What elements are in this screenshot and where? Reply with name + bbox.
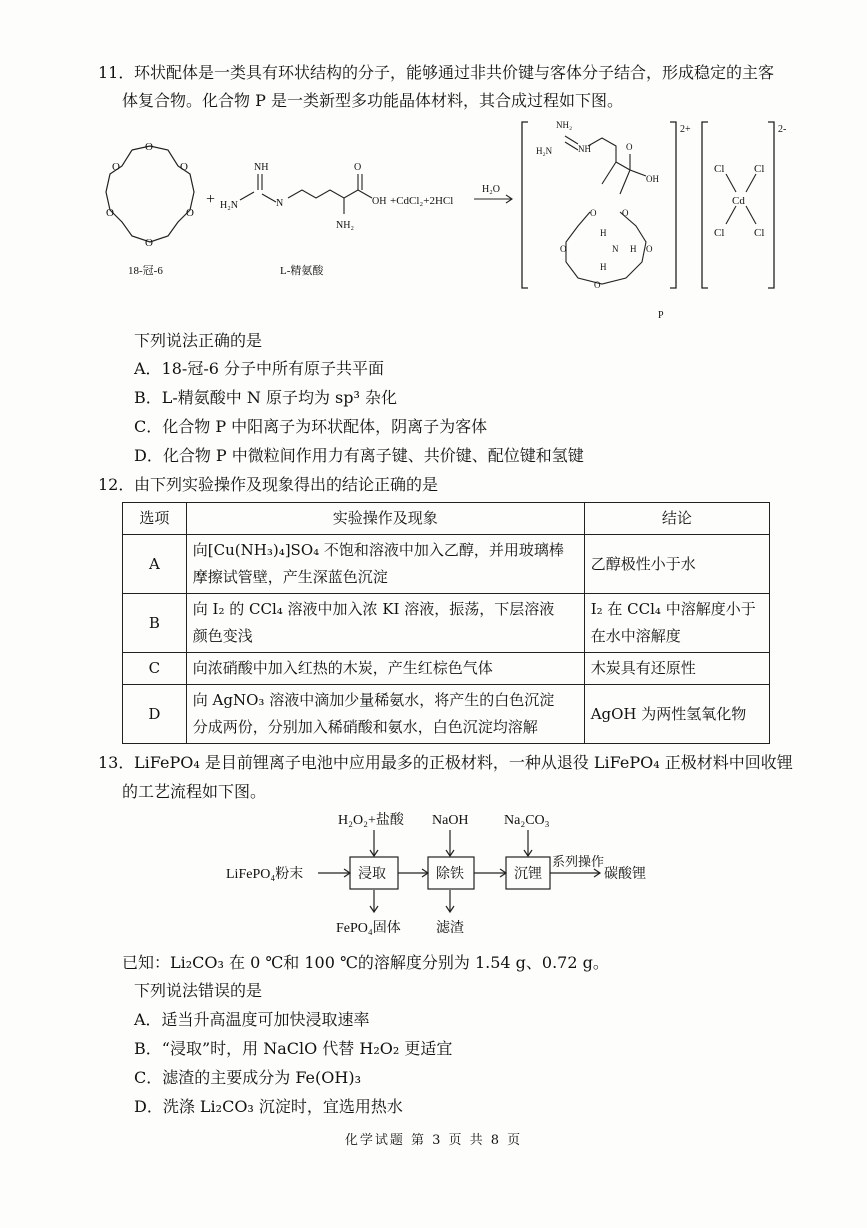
arg-n-h: N <box>276 198 284 209</box>
q12-number: 12． <box>98 475 135 494</box>
row-conclusion <box>584 653 769 685</box>
row-operation <box>186 685 584 744</box>
q11-option-c: C．化合物 P 中阳离子为环状配体，阴离子为客体 <box>134 417 488 436</box>
series-operation: 系列操作 <box>552 854 605 869</box>
operation-line-1: 向浓硝酸中加入红热的木炭，产生红棕色气体 <box>192 659 493 677</box>
crown-o-2: O <box>180 161 188 173</box>
cation-carbonyl-o: O <box>626 142 633 152</box>
anion-cd: Cd <box>732 195 745 207</box>
conclusion-line-1: AgOH 为两性氢氧化物 <box>590 704 747 723</box>
q13-known: 已知：Li₂CO₃ 在 0 ℃和 100 ℃的溶解度分别为 1.54 g、0.72 g。 <box>122 953 609 972</box>
anion-cl-1: Cl <box>714 163 725 175</box>
q11-option-b: B．L-精氨酸中 N 原子均为 sp³ 杂化 <box>134 388 398 407</box>
q13-option-b: B．“浸取”时，用 NaClO 代替 H₂O₂ 更适宜 <box>134 1039 453 1058</box>
arg-h2n: H₂N <box>220 200 238 211</box>
step-iron-removal: 除铁 <box>436 867 464 882</box>
operation-line-2: 分成两份，分别加入稀硝酸和氨水，白色沉淀均溶解 <box>192 718 538 736</box>
crown-o-1: O <box>145 141 153 153</box>
crown-o-6: O <box>112 161 120 173</box>
arginine-structure <box>240 174 372 214</box>
row-operation <box>186 653 584 685</box>
operation-line-1: 向 I₂ 的 CCl₄ 溶液中加入浓 KI 溶液，振荡，下层溶液 <box>192 600 555 618</box>
arginine-label: L-精氨酸 <box>280 265 324 277</box>
cation-n-center: N <box>612 244 619 254</box>
step-leaching: 浸取 <box>358 867 386 882</box>
flow-product: 碳酸锂 <box>604 867 646 882</box>
operation-line-1: 向[Cu(NH₃)₄]SO₄ 不饱和溶液中加入乙醇，并用玻璃棒 <box>192 541 564 559</box>
cation-o-1: O <box>590 208 597 218</box>
arg-nh: NH <box>254 162 269 173</box>
cation-o-5: O <box>594 280 601 290</box>
table-row <box>123 685 770 744</box>
reagent-3: Na₂CO₃ <box>504 813 550 828</box>
cation-nh: NH <box>578 144 591 154</box>
row-option: A <box>123 535 187 594</box>
q11-option-a: A．18-冠-6 分子中所有原子共平面 <box>134 359 384 378</box>
header-option: 选项 <box>123 503 187 535</box>
plus-sign: + <box>206 191 216 208</box>
table-header-row <box>123 503 770 535</box>
cation-h-2: H <box>630 244 637 254</box>
q12-experiment-table <box>122 502 770 744</box>
q13-number: 13． <box>98 753 135 772</box>
step-lithium-precipitation: 沉锂 <box>514 867 542 882</box>
row-conclusion <box>584 535 769 594</box>
q13-option-a: A．适当升高温度可加快浸取速率 <box>134 1010 370 1029</box>
cation-o-2: O <box>622 208 629 218</box>
condition-text: H₂O <box>482 184 500 195</box>
page-footer: 化学试题 第 3 页 共 8 页 <box>344 1133 523 1148</box>
anion-cl-3: Cl <box>714 227 725 239</box>
cation-o-4: O <box>646 244 653 254</box>
arg-oh: OH <box>372 196 387 207</box>
conclusion-line-2: 在水中溶解度 <box>590 627 681 645</box>
q11-stem-line2: 体复合物。化合物 P 是一类新型多功能晶体材料，其合成过程如下图。 <box>122 91 623 110</box>
output-fepo4: FePO₄固体 <box>336 921 401 936</box>
q13-prompt: 下列说法错误的是 <box>134 981 263 1000</box>
output-residue: 滤渣 <box>436 921 464 936</box>
conclusion-line-1: I₂ 在 CCl₄ 中溶解度小于 <box>590 600 756 618</box>
cation-o-3: O <box>560 244 567 254</box>
row-conclusion <box>584 594 769 653</box>
row-option: C <box>123 653 187 685</box>
reaction-arrow-icon <box>474 195 512 203</box>
anion-charge: 2- <box>778 124 787 135</box>
q13-stem-line2: 的工艺流程如下图。 <box>122 782 267 801</box>
cation-h-1: H <box>600 228 607 238</box>
q13-option-d: D．洗涤 Li₂CO₃ 沉淀时，宜选用热水 <box>134 1097 403 1116</box>
cation-h-3: H <box>600 262 607 272</box>
operation-line-2: 颜色变浅 <box>192 627 253 645</box>
conclusion-line-1: 木炭具有还原性 <box>590 659 696 677</box>
conclusion-line-1: 乙醇极性小于水 <box>590 554 696 573</box>
q13-stem-line1: LiFePO₄ 是目前锂离子电池中应用最多的正极材料，一种从退役 LiFePO₄ 正极材料中回收锂 <box>134 753 793 772</box>
row-operation <box>186 535 584 594</box>
table-row <box>123 535 770 594</box>
q11-number: 11． <box>98 63 135 82</box>
anion-cl-4: Cl <box>754 227 765 239</box>
table-row <box>123 594 770 653</box>
row-conclusion <box>584 685 769 744</box>
crown-o-4: O <box>145 237 153 249</box>
arg-nh2: NH₂ <box>336 220 354 231</box>
q11-option-d: D．化合物 P 中微粒间作用力有离子键、共价键、配位键和氢键 <box>134 446 584 465</box>
header-operation: 实验操作及现象 <box>186 503 584 535</box>
operation-line-1: 向 AgNO₃ 溶液中滴加少量稀氨水，将产生的白色沉淀 <box>192 691 555 709</box>
reagent-1: H₂O₂+盐酸 <box>338 813 404 828</box>
reagent-2: NaOH <box>432 813 469 828</box>
anion-cl-2: Cl <box>754 163 765 175</box>
q11-prompt: 下列说法正确的是 <box>134 331 263 350</box>
cation-oh: OH <box>646 174 659 184</box>
row-operation <box>186 594 584 653</box>
q11-stem-line1: 环状配体是一类具有环状结构的分子，能够通过非共价键与客体分子结合，形成稳定的主客 <box>134 63 775 82</box>
flow-start: LiFePO₄粉末 <box>226 867 304 882</box>
arg-carbonyl-o: O <box>354 162 362 173</box>
crown-o-3: O <box>186 207 194 219</box>
cation-h2n: H₂N <box>536 146 553 156</box>
q12-stem: 由下列实验操作及现象得出的结论正确的是 <box>134 475 439 494</box>
operation-line-2: 摩擦试管壁，产生深蓝色沉淀 <box>192 568 388 586</box>
product-label: P <box>658 310 664 321</box>
reagents-text: +CdCl₂+2HCl <box>390 195 454 207</box>
crown-o-5: O <box>106 207 114 219</box>
q13-process-flowchart <box>222 808 682 943</box>
row-option: D <box>123 685 187 744</box>
header-conclusion: 结论 <box>584 503 769 535</box>
cation-charge: 2+ <box>680 124 691 135</box>
cation-nh2-top: NH₂ <box>556 120 573 130</box>
q11-reaction-scheme <box>90 112 810 324</box>
row-option: B <box>123 594 187 653</box>
table-row <box>123 653 770 685</box>
q13-option-c: C．滤渣的主要成分为 Fe(OH)₃ <box>134 1068 361 1087</box>
crown-ether-label: 18-冠-6 <box>128 265 163 277</box>
